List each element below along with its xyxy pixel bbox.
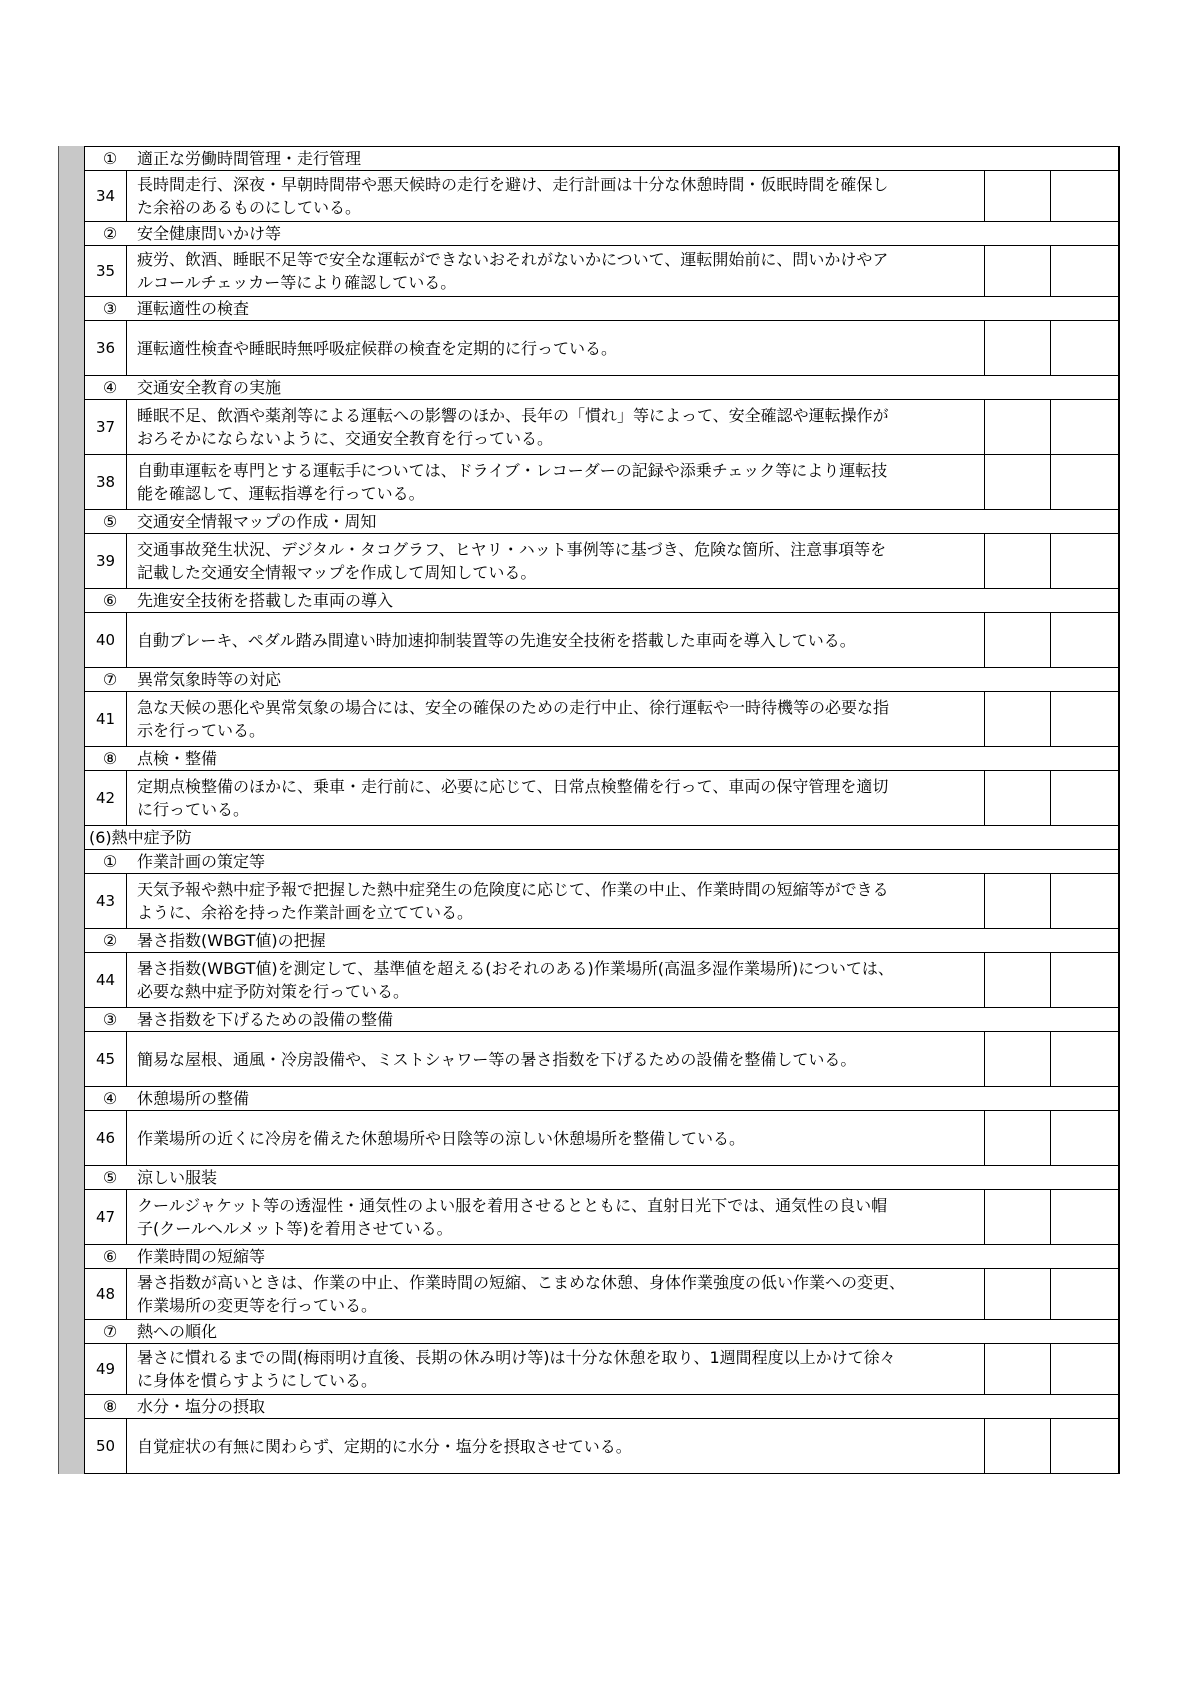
item-text-line: 記載した交通安全情報マップを作成して周知している。 — [137, 563, 537, 582]
subsection-heading-row — [85, 850, 1119, 874]
checklist-sheet — [58, 146, 1120, 1474]
checklist-item-row — [85, 1111, 1119, 1166]
item-marker: ⑥ — [102, 1247, 118, 1266]
item-text — [127, 1419, 985, 1474]
item-text-line: 暑さ指数が高いときは、作業の中止、作業時間の短縮、こまめな休憩、身体作業強度の低い作業への変更、 — [137, 1273, 906, 1292]
item-text-line: 子(クールヘルメット等)を着用させている。 — [137, 1219, 453, 1238]
check-cell-2[interactable] — [1051, 246, 1119, 297]
item-text-line: 作業場所の近くに冷房を備えた休憩場所や日陰等の涼しい休憩場所を整備している。 — [137, 1128, 746, 1148]
item-text — [127, 455, 985, 510]
item-text-line: 暑さに慣れるまでの間(梅雨明け直後、長期の休み明け等)は十分な休憩を取り、1週間程度以上かけて徐々 — [137, 1348, 896, 1367]
item-number: 49 — [85, 1344, 127, 1395]
subsection-heading-row — [85, 1395, 1119, 1419]
item-text — [127, 953, 985, 1008]
item-marker: ① — [102, 852, 118, 871]
subsection-title: 休憩場所の整備 — [137, 1089, 250, 1108]
check-cell-1[interactable] — [985, 1269, 1051, 1320]
checklist-item-row — [85, 1419, 1119, 1474]
subsection-heading-row — [85, 668, 1119, 692]
item-number: 35 — [85, 246, 127, 297]
subsection-heading-row — [85, 222, 1119, 246]
checklist-item-row — [85, 692, 1119, 747]
subsection-title: 安全健康問いかけ等 — [137, 224, 282, 243]
item-number: 48 — [85, 1269, 127, 1320]
item-marker: ③ — [102, 1010, 118, 1029]
checklist-item-row — [85, 874, 1119, 929]
check-cell-2[interactable] — [1051, 771, 1119, 826]
item-number: 36 — [85, 321, 127, 376]
item-text-line: 自動車運転を専門とする運転手については、ドライブ・レコーダーの記録や添乗チェック等により運転技 — [137, 461, 888, 480]
item-number: 46 — [85, 1111, 127, 1166]
item-text-line: に行っている。 — [137, 800, 250, 819]
checklist-rows — [85, 147, 1119, 1474]
item-number: 42 — [85, 771, 127, 826]
left-margin-bar — [58, 146, 85, 1474]
check-cell-1[interactable] — [985, 613, 1051, 668]
check-cell-2[interactable] — [1051, 534, 1119, 589]
item-marker: ④ — [102, 378, 118, 397]
subsection-heading-row — [85, 1008, 1119, 1032]
checklist-item-row — [85, 1032, 1119, 1087]
item-number: 40 — [85, 613, 127, 668]
item-text-line: た余裕のあるものにしている。 — [137, 198, 362, 217]
subsection-title: 異常気象時等の対応 — [137, 670, 282, 689]
checklist-item-row — [85, 953, 1119, 1008]
checklist-item-row — [85, 1269, 1119, 1320]
check-cell-2[interactable] — [1051, 1269, 1119, 1320]
subsection-title: 先進安全技術を搭載した車両の導入 — [137, 591, 394, 610]
item-number: 47 — [85, 1190, 127, 1245]
item-text-line: 急な天候の悪化や異常気象の場合には、安全の確保のための走行中止、徐行運転や一時待機等の必要な指 — [137, 698, 890, 717]
item-text-line: 作業場所の変更等を行っている。 — [137, 1296, 378, 1315]
checklist-item-row — [85, 400, 1119, 455]
item-text — [127, 400, 985, 455]
item-marker: ③ — [102, 299, 118, 318]
item-marker: ⑥ — [102, 591, 118, 610]
check-cell-1[interactable] — [985, 953, 1051, 1008]
item-text-line: ルコールチェッカー等により確認している。 — [137, 273, 457, 292]
item-text — [127, 874, 985, 929]
check-cell-2[interactable] — [1051, 692, 1119, 747]
subsection-title: 暑さ指数を下げるための設備の整備 — [137, 1010, 394, 1029]
item-text-line: 必要な熱中症予防対策を行っている。 — [137, 982, 410, 1001]
item-text — [127, 1269, 985, 1320]
item-text — [127, 1032, 985, 1087]
item-text — [127, 1190, 985, 1245]
item-text — [127, 692, 985, 747]
subsection-heading-row — [85, 1320, 1119, 1344]
item-number: 50 — [85, 1419, 127, 1474]
checklist-item-row — [85, 171, 1119, 222]
subsection-title: 熱への順化 — [137, 1322, 218, 1341]
item-number: 38 — [85, 455, 127, 510]
check-cell-1[interactable] — [985, 534, 1051, 589]
check-cell-1[interactable] — [985, 874, 1051, 929]
subsection-title: 運転適性の検査 — [137, 299, 250, 318]
subsection-title: 水分・塩分の摂取 — [137, 1397, 266, 1416]
checklist-item-row — [85, 321, 1119, 376]
item-text-line: クールジャケット等の透湿性・通気性のよい服を着用させるとともに、直射日光下では、通気性の良い帽 — [137, 1196, 888, 1215]
item-text-line: 睡眠不足、飲酒や薬剤等による運転への影響のほか、長年の「慣れ」等によって、安全確認や運転操作が — [137, 406, 889, 425]
item-number: 45 — [85, 1032, 127, 1087]
item-text-line: おろそかにならないように、交通安全教育を行っている。 — [137, 429, 554, 448]
check-cell-1[interactable] — [985, 1111, 1051, 1166]
item-text-line: 定期点検整備のほかに、乗車・走行前に、必要に応じて、日常点検整備を行って、車両の保守管理を適切 — [137, 777, 889, 796]
item-text — [127, 321, 985, 376]
subsection-heading-row — [85, 147, 1119, 171]
subsection-heading-row — [85, 747, 1119, 771]
checklist-item-row — [85, 246, 1119, 297]
item-text-line: 暑さ指数(WBGT値)を測定して、基準値を超える(おそれのある)作業場所(高温多湿作業場所)については、 — [137, 959, 894, 978]
check-cell-1[interactable] — [985, 455, 1051, 510]
check-cell-1[interactable] — [985, 246, 1051, 297]
check-cell-2[interactable] — [1051, 1032, 1119, 1087]
subsection-heading-row — [85, 510, 1119, 534]
item-text-line: 交通事故発生状況、デジタル・タコグラフ、ヒヤリ・ハット事例等に基づき、危険な箇所、注意事項等を — [137, 540, 887, 559]
subsection-heading-row — [85, 589, 1119, 613]
item-number: 37 — [85, 400, 127, 455]
item-text-line: 自覚症状の有無に関わらず、定期的に水分・塩分を摂取させている。 — [137, 1436, 632, 1456]
checklist-item-row — [85, 613, 1119, 668]
subsection-heading-row — [85, 376, 1119, 400]
check-cell-2[interactable] — [1051, 455, 1119, 510]
item-text-line: 運転適性検査や睡眠時無呼吸症候群の検査を定期的に行っている。 — [137, 338, 618, 358]
check-cell-2[interactable] — [1051, 1190, 1119, 1245]
item-text — [127, 246, 985, 297]
item-text-line: 疲労、飲酒、睡眠不足等で安全な運転ができないおそれがないかについて、運転開始前に、問いかけやア — [137, 250, 889, 269]
check-cell-2[interactable] — [1051, 171, 1119, 222]
subsection-title: 暑さ指数(WBGT値)の把握 — [137, 931, 326, 950]
section-heading-row — [85, 826, 1119, 850]
item-text — [127, 1344, 985, 1395]
check-cell-1[interactable] — [985, 771, 1051, 826]
item-text-line: 天気予報や熱中症予報で把握した熱中症発生の危険度に応じて、作業の中止、作業時間の短縮等ができる — [137, 880, 889, 899]
item-text-line: 長時間走行、深夜・早朝時間帯や悪天候時の走行を避け、走行計画は十分な休憩時間・仮眠時間を確保し — [137, 175, 889, 194]
item-text-line: 自動ブレーキ、ペダル踏み間違い時加速抑制装置等の先進安全技術を搭載した車両を導入している。 — [137, 630, 856, 650]
item-marker: ⑤ — [102, 1168, 118, 1187]
subsection-heading-row — [85, 1166, 1119, 1190]
check-cell-2[interactable] — [1051, 400, 1119, 455]
item-marker: ⑦ — [102, 1322, 118, 1341]
item-marker: ⑧ — [102, 749, 118, 768]
check-cell-1[interactable] — [985, 1190, 1051, 1245]
check-cell-2[interactable] — [1051, 953, 1119, 1008]
item-text-line: ように、余裕を持った作業計画を立てている。 — [137, 903, 474, 922]
subsection-title: 適正な労働時間管理・走行管理 — [137, 149, 362, 168]
check-cell-1[interactable] — [985, 1419, 1051, 1474]
subsection-title: 作業時間の短縮等 — [137, 1247, 266, 1266]
checklist-table — [84, 146, 1119, 1474]
subsection-heading-row — [85, 1245, 1119, 1269]
item-number: 43 — [85, 874, 127, 929]
check-cell-1[interactable] — [985, 321, 1051, 376]
check-cell-2[interactable] — [1051, 874, 1119, 929]
item-marker: ⑧ — [102, 1397, 118, 1416]
check-cell-2[interactable] — [1051, 1344, 1119, 1395]
subsection-title: 点検・整備 — [137, 749, 218, 768]
check-cell-2[interactable] — [1051, 613, 1119, 668]
check-cell-1[interactable] — [985, 692, 1051, 747]
checklist-item-row — [85, 534, 1119, 589]
item-text — [127, 534, 985, 589]
check-cell-1[interactable] — [985, 171, 1051, 222]
item-text — [127, 771, 985, 826]
subsection-heading-row — [85, 1087, 1119, 1111]
item-marker: ② — [102, 931, 118, 950]
item-marker: ① — [102, 149, 118, 168]
check-cell-1[interactable] — [985, 1344, 1051, 1395]
check-cell-2[interactable] — [1051, 321, 1119, 376]
section-title: (6)熱中症予防 — [89, 828, 192, 847]
check-cell-2[interactable] — [1051, 1111, 1119, 1166]
subsection-title: 作業計画の策定等 — [137, 852, 266, 871]
item-number: 41 — [85, 692, 127, 747]
checklist-item-row — [85, 771, 1119, 826]
item-marker: ② — [102, 224, 118, 243]
item-marker: ⑦ — [102, 670, 118, 689]
item-marker: ⑤ — [102, 512, 118, 531]
subsection-title: 涼しい服装 — [137, 1168, 218, 1187]
item-number: 34 — [85, 171, 127, 222]
checklist-item-row — [85, 1344, 1119, 1395]
item-text-line: 簡易な屋根、通風・冷房設備や、ミストシャワー等の暑さ指数を下げるための設備を整備している。 — [137, 1049, 857, 1069]
item-text-line: に身体を慣らすようにしている。 — [137, 1371, 378, 1390]
item-text — [127, 1111, 985, 1166]
item-text — [127, 613, 985, 668]
item-number: 39 — [85, 534, 127, 589]
check-cell-1[interactable] — [985, 1032, 1051, 1087]
checklist-item-row — [85, 1190, 1119, 1245]
item-text — [127, 171, 985, 222]
check-cell-2[interactable] — [1051, 1419, 1119, 1474]
subsection-heading-row — [85, 929, 1119, 953]
subsection-title: 交通安全教育の実施 — [137, 378, 282, 397]
item-number: 44 — [85, 953, 127, 1008]
item-marker: ④ — [102, 1089, 118, 1108]
item-text-line: 示を行っている。 — [137, 721, 266, 740]
subsection-heading-row — [85, 297, 1119, 321]
checklist-item-row — [85, 455, 1119, 510]
subsection-title: 交通安全情報マップの作成・周知 — [137, 512, 377, 531]
check-cell-1[interactable] — [985, 400, 1051, 455]
item-text-line: 能を確認して、運転指導を行っている。 — [137, 484, 425, 503]
